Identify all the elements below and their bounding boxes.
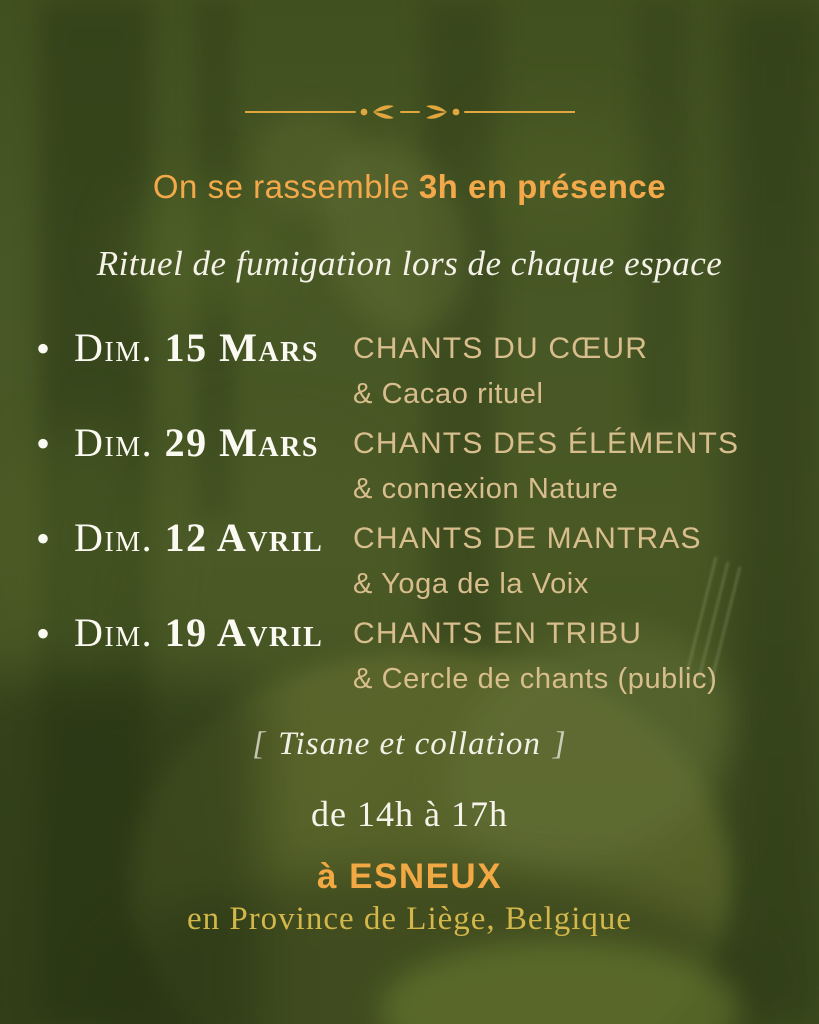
headline-bold: 3h en présence: [418, 168, 667, 205]
day-label: Dim.: [74, 515, 154, 560]
schedule-list: [36, 327, 809, 707]
date-text: [74, 517, 323, 559]
date-cell: [36, 422, 353, 464]
date-cell: [36, 517, 353, 559]
ritual-note: Rituel de fumigation lors de chaque espace: [96, 244, 723, 283]
day-label: Dim.: [74, 325, 154, 370]
session-cell: [353, 612, 809, 702]
session-title: CHANTS EN TRIBU: [353, 617, 643, 650]
bracket-close: ]: [552, 726, 567, 762]
bracket-open: [: [252, 726, 267, 762]
schedule-row: [36, 612, 809, 707]
date-label: 15 Mars: [164, 325, 319, 370]
schedule-row: [36, 517, 809, 612]
extras-note: [0, 726, 819, 763]
headline: [0, 168, 819, 206]
schedule-row: [36, 422, 809, 517]
date-cell: [36, 327, 353, 369]
date-text: [74, 612, 323, 654]
day-label: Dim.: [74, 610, 154, 655]
session-cell: [353, 327, 809, 417]
bullet-icon: •: [36, 421, 51, 466]
date-label: 12 Avril: [164, 515, 324, 560]
bullet-icon: •: [36, 611, 51, 656]
session-title: CHANTS DU CŒUR: [353, 332, 649, 365]
session-cell: [353, 422, 809, 512]
bullet-icon: •: [36, 516, 51, 561]
session-subtitle: & Cacao rituel: [353, 378, 544, 410]
event-place: à ESNEUX: [316, 857, 503, 896]
session-cell: [353, 517, 809, 607]
ornament-leaf: [426, 105, 447, 119]
schedule-row: [36, 327, 809, 422]
session-subtitle: & Cercle de chants (public): [353, 663, 718, 695]
session-subtitle: & connexion Nature: [353, 473, 619, 505]
session-title: CHANTS DES ÉLÉMENTS: [353, 427, 740, 460]
event-hours: de 14h à 17h: [311, 794, 508, 834]
bullet-icon: •: [36, 326, 51, 371]
day-label: Dim.: [74, 420, 154, 465]
session-title: CHANTS DE MANTRAS: [353, 522, 702, 555]
date-text: [74, 327, 319, 369]
ornament-leaf: [373, 105, 394, 119]
headline-regular: On se rassemble: [152, 168, 410, 205]
session-subtitle: & Yoga de la Voix: [353, 568, 589, 600]
event-region: en Province de Liège, Belgique: [186, 901, 633, 937]
extras-text: Tisane et collation: [278, 726, 541, 762]
ornamental-divider-icon: [245, 100, 575, 124]
date-text: [74, 422, 319, 464]
date-label: 29 Mars: [164, 420, 319, 465]
date-cell: [36, 612, 353, 654]
date-label: 19 Avril: [164, 610, 324, 655]
